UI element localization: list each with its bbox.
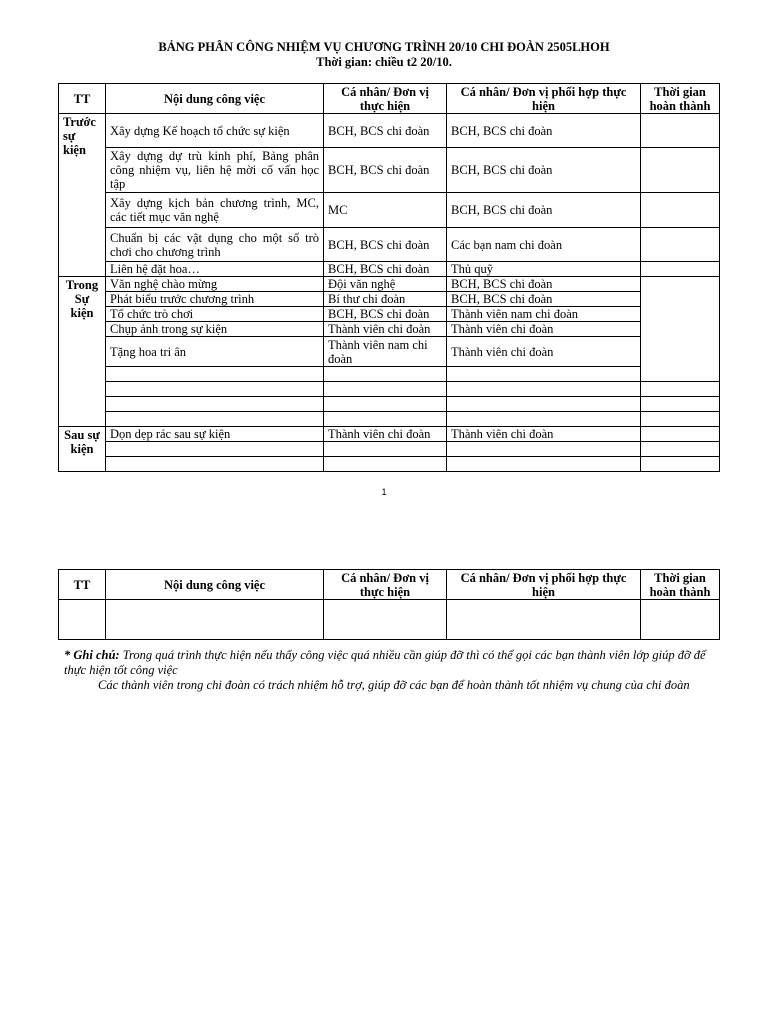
empty-row [59, 600, 720, 640]
coordinator-cell: BCH, BCS chi đoàn [447, 193, 641, 228]
executor-cell: BCH, BCS chi đoàn [324, 307, 447, 322]
executor-cell: Thành viên chi đoàn [324, 322, 447, 337]
table-row [59, 322, 720, 337]
table-header-row [59, 570, 720, 600]
coordinator-cell: Thành viên chi đoàn [447, 427, 641, 442]
document-title: BẢNG PHÂN CÔNG NHIỆM VỤ CHƯƠNG TRÌNH 20/10 CHI ĐOÀN 2505LHOH [158, 40, 610, 54]
coordinator-cell: Thủ quỹ [447, 262, 641, 277]
deadline-cell [641, 193, 720, 228]
table-row [59, 307, 720, 322]
table-row [59, 228, 720, 262]
empty-row [59, 442, 720, 457]
executor-cell: BCH, BCS chi đoàn [324, 262, 447, 277]
table-row [59, 193, 720, 228]
table-row [59, 427, 720, 442]
section-during: Trong Sự kiện [59, 277, 106, 427]
coordinator-cell: BCH, BCS chi đoàn [447, 292, 641, 307]
note-line-2: Các thành viên trong chi đoàn có trách nhiệm hỗ trợ, giúp đỡ các bạn để hoàn thành tốt nhiệm vụ chung của chi đoàn [98, 678, 690, 692]
header-tt: TT [59, 84, 106, 114]
note-text-1: Trong quá trình thực hiện nếu thấy công việc quá nhiều cần giúp đỡ thì có thể gọi các bạn thành viên lớp giúp đỡ để thực hiện tốt công việc [64, 648, 706, 677]
header-deadline: Thời gian hoàn thành [641, 570, 720, 600]
coordinator-cell: BCH, BCS chi đoàn [447, 148, 641, 193]
deadline-cell [641, 262, 720, 277]
header-executor: Cá nhân/ Đơn vị thực hiện [324, 84, 447, 114]
empty-row [59, 412, 720, 427]
deadline-cell [641, 228, 720, 262]
table-row [59, 262, 720, 277]
task-cell: Phát biểu trước chương trình [106, 292, 324, 307]
task-cell: Xây dựng dự trù kinh phí, Bảng phân công nhiệm vụ, liên hệ mời cố vấn học tập [106, 148, 324, 193]
deadline-cell [641, 277, 720, 382]
executor-cell: MC [324, 193, 447, 228]
note-label: * Ghi chú: [64, 648, 120, 662]
header-coordinator: Cá nhân/ Đơn vị phối hợp thực hiện [447, 570, 641, 600]
empty-row [59, 397, 720, 412]
task-cell: Liên hệ đặt hoa… [106, 262, 324, 277]
header-tt: TT [59, 570, 106, 600]
deadline-cell [641, 148, 720, 193]
deadline-cell [641, 427, 720, 442]
assignment-table [58, 83, 720, 472]
section-after: Sau sự kiện [59, 427, 106, 472]
page-number: 1 [381, 487, 387, 497]
task-cell: Chụp ảnh trong sự kiện [106, 322, 324, 337]
coordinator-cell: BCH, BCS chi đoàn [447, 114, 641, 148]
executor-cell: Thành viên nam chi đoàn [324, 337, 447, 367]
task-cell: Dọn dẹp rác sau sự kiện [106, 427, 324, 442]
table-row [59, 277, 720, 292]
header-executor: Cá nhân/ Đơn vị thực hiện [324, 570, 447, 600]
task-cell: Xây dựng Kế hoạch tổ chức sự kiện [106, 114, 324, 148]
empty-row [59, 367, 720, 382]
header-coordinator: Cá nhân/ Đơn vị phối hợp thực hiện [447, 84, 641, 114]
empty-row [59, 382, 720, 397]
coordinator-cell: Thành viên chi đoàn [447, 322, 641, 337]
table-row [59, 148, 720, 193]
note-line-1 [64, 648, 714, 678]
table-header-row [59, 84, 720, 114]
task-cell: Xây dựng kịch bản chương trình, MC, các tiết mục văn nghệ [106, 193, 324, 228]
executor-cell: BCH, BCS chi đoàn [324, 148, 447, 193]
continuation-table [58, 569, 720, 640]
deadline-cell [641, 114, 720, 148]
executor-cell: Đội văn nghệ [324, 277, 447, 292]
coordinator-cell: Thành viên nam chi đoàn [447, 307, 641, 322]
header-content: Nội dung công việc [106, 84, 324, 114]
table-row [59, 337, 720, 367]
coordinator-cell: BCH, BCS chi đoàn [447, 277, 641, 292]
table-row [59, 114, 720, 148]
section-before: Trước sự kiện [59, 114, 106, 277]
coordinator-cell: Các bạn nam chi đoàn [447, 228, 641, 262]
header-content: Nội dung công việc [106, 570, 324, 600]
table-row [59, 292, 720, 307]
empty-row [59, 457, 720, 472]
header-deadline: Thời gian hoàn thành [641, 84, 720, 114]
coordinator-cell: Thành viên chi đoàn [447, 337, 641, 367]
executor-cell: Thành viên chi đoàn [324, 427, 447, 442]
task-cell: Tặng hoa tri ân [106, 337, 324, 367]
task-cell: Văn nghệ chào mừng [106, 277, 324, 292]
executor-cell: BCH, BCS chi đoàn [324, 228, 447, 262]
task-cell: Tổ chức trò chơi [106, 307, 324, 322]
executor-cell: BCH, BCS chi đoàn [324, 114, 447, 148]
executor-cell: Bí thư chi đoàn [324, 292, 447, 307]
task-cell: Chuẩn bị các vật dụng cho một số trò chơi cho chương trình [106, 228, 324, 262]
document-subtitle: Thời gian: chiều t2 20/10. [316, 55, 452, 69]
